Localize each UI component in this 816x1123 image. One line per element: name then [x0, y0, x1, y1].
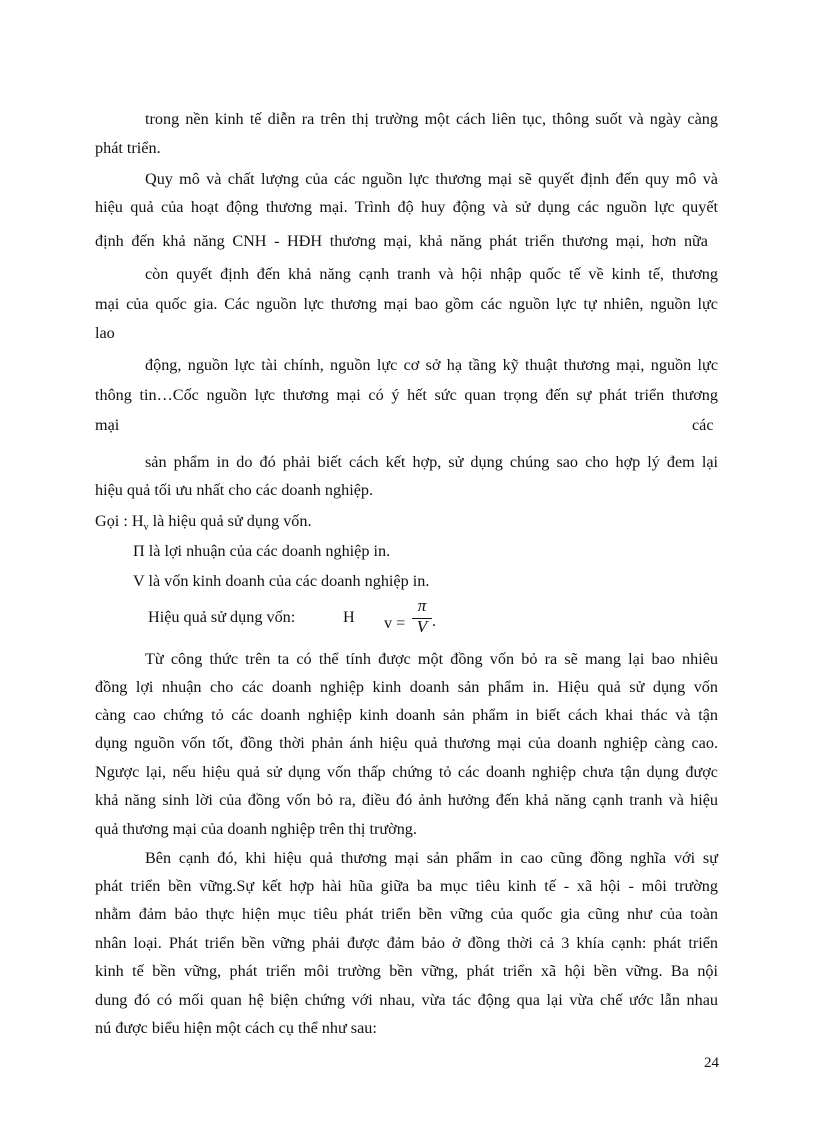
formula-label: Hiệu quả sử dụng vốn: [148, 608, 296, 626]
formula-h: H [343, 608, 355, 626]
text-line: phát triển. [95, 139, 161, 157]
text-line: càng cao chứng tỏ các doanh nghiệp kinh doanh sản phẩm in biết cách khai thác và tận [95, 706, 718, 724]
subscript-v: v [143, 522, 149, 534]
text-line: nhân loại. Phát triển bền vững phải được đảm bảo ở đồng thời cả 3 khía cạnh: phát triển [95, 934, 718, 952]
text-line: lao [95, 324, 115, 342]
text-line: Từ công thức trên ta có thể tính được một đồng vốn bỏ ra sẽ mang lại bao nhiêu [145, 650, 718, 668]
text-line: hiệu quả tối ưu nhất cho các doanh nghiệp. [95, 481, 374, 499]
text-line: trong nền kinh tế diễn ra trên thị trường một cách liên tục, thông suốt và ngày càng [145, 110, 718, 128]
definition-line: V là vốn kinh doanh của các doanh nghiệp in. [133, 572, 430, 590]
page-number: 24 [704, 1055, 719, 1071]
text-line: đồng lợi nhuận cho các doanh nghiệp kinh doanh sản phẩm in. Hiệu quả sử dụng vốn [95, 678, 718, 696]
text-line: mại của quốc gia. Các nguồn lực thương mại bao gồm các nguồn lực tự nhiên, nguồn lực [95, 295, 718, 313]
text-line: Quy mô và chất lượng của các nguồn lực thương mại sẽ quyết định đến quy mô và [145, 170, 718, 188]
text-line: quả thương mại của doanh nghiệp trên thị trường. [95, 820, 417, 838]
text-line: sản phẩm in do đó phải biết cách kết hợp, sử dụng chúng sao cho hợp lý đem lại [145, 453, 718, 471]
text-line: còn quyết định đến khả năng cạnh tranh và hội nhập quốc tế về kinh tế, thương [145, 265, 718, 283]
text-line: nú được biểu hiện một cách cụ thể như sau: [95, 1019, 377, 1037]
text-line: hiệu quả của hoạt động thương mại. Trình độ huy động và sử dụng các nguồn lực quyết [95, 198, 718, 216]
text-line: động, nguồn lực tài chính, nguồn lực cơ sở hạ tầng kỹ thuật thương mại, nguồn lực [145, 356, 718, 374]
text-line: kinh tế bền vững, phát triển môi trường bền vững, phát triển xã hội bền vững. Ba nội [95, 962, 718, 980]
text-line: dung đó có mối quan hệ biện chứng với nhau, vừa tác động qua lại vừa chế ước lẫn nhau [95, 991, 718, 1009]
variable-h: Gọi : H [95, 512, 144, 530]
text-line: khả năng sinh lời của đồng vốn bỏ ra, điều đó ảnh hưởng đến khả năng cạnh tranh và hiệu [95, 791, 718, 809]
text-line: Bên cạnh đó, khi hiệu quả thương mại sản phẩm in cao cũng đồng nghĩa với sự [145, 849, 718, 867]
definition-text: là hiệu quả sử dụng vốn. [148, 512, 312, 530]
text-line: định đến khả năng CNH - HĐH thương mại, khả năng phát triển thương mại, hơn nữa [95, 232, 708, 250]
text-line: thông tin…Cốc nguồn lực thương mại có ý hết sức quan trọng đến sự phát triển thương [95, 386, 718, 404]
formula-v-eq: v = [384, 614, 406, 632]
fraction-numerator: π [417, 596, 427, 615]
formula-period: . [432, 612, 437, 630]
definition-line [95, 510, 312, 539]
text-line: phát triển bền vững.Sự kết hợp hài hũa giữa ba mục tiêu kinh tế - xã hội - môi trường [95, 877, 718, 895]
definition-line: Π là lợi nhuận của các doanh nghiệp in. [133, 542, 391, 560]
text-line: Ngược lại, nếu hiệu quả sử dụng vốn thấp chứng tỏ các doanh nghiệp chưa tận dụng được [95, 763, 718, 781]
text-line: nhằm đảm bảo thực hiện mục tiêu phát triển bền vững của quốc gia cũng như của toàn [95, 905, 718, 923]
formula-fraction [411, 596, 433, 642]
fraction-denominator: V [416, 617, 428, 636]
text-line: dụng nguồn vốn tốt, đồng thời phản ánh hiệu quả thương mại của doanh nghiệp càng cao. [95, 734, 718, 752]
text-line: mại [95, 416, 120, 434]
text-line: các [692, 416, 714, 434]
